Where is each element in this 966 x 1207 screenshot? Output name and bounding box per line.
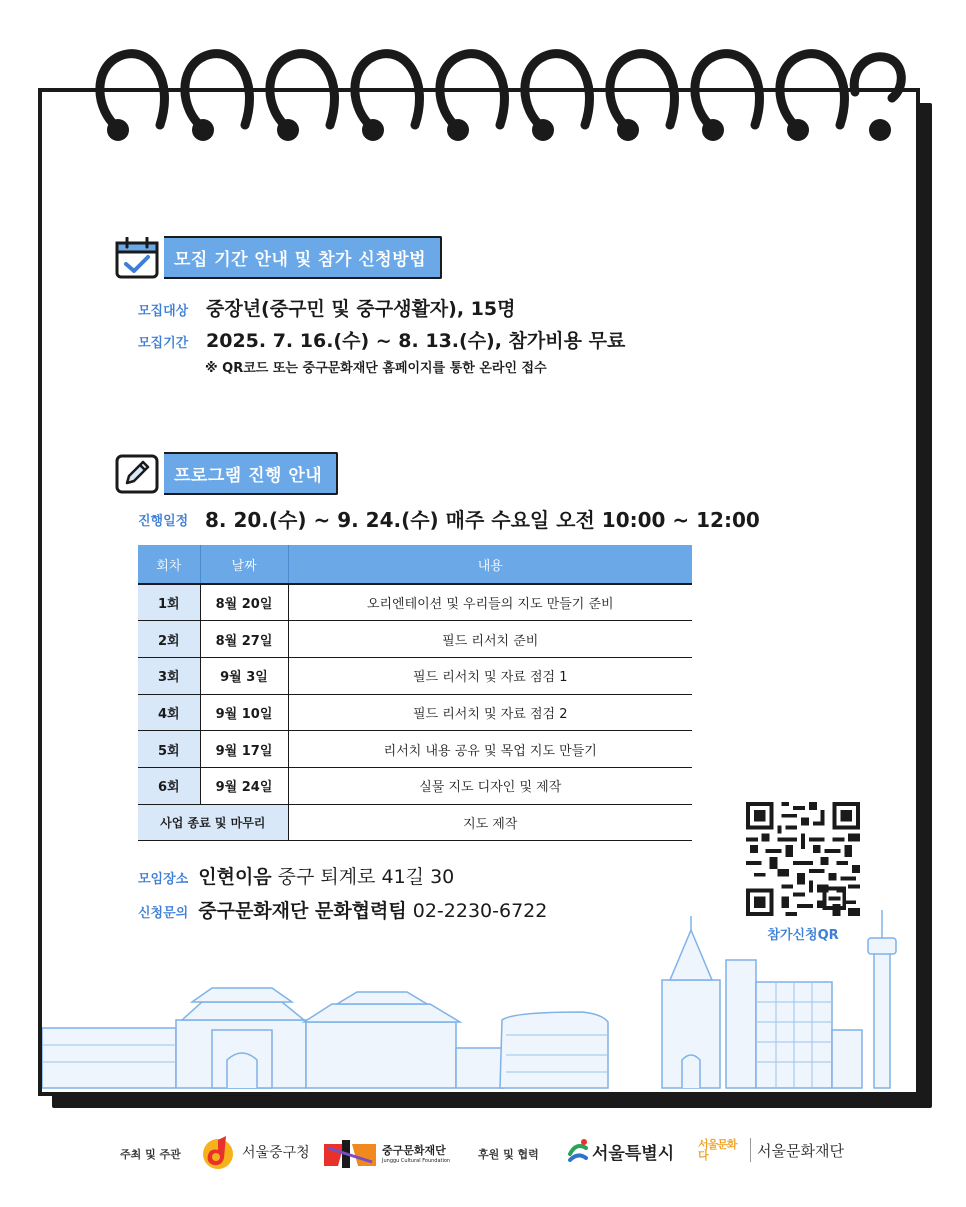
period-value: 2025. 7. 16.(수) ~ 8. 13.(수), 참가비용 무료 bbox=[206, 330, 626, 352]
target-label: 모집대상 bbox=[138, 304, 189, 319]
program-table bbox=[138, 545, 692, 841]
session-no: 3회 bbox=[138, 657, 200, 694]
final-label: 사업 종료 및 마무리 bbox=[138, 804, 288, 841]
org2-name-en: Junggu Cultural Foundation bbox=[382, 1158, 451, 1164]
table-row bbox=[138, 767, 692, 804]
session-date: 9월 17일 bbox=[200, 731, 288, 768]
venue-label: 모임장소 bbox=[138, 872, 189, 887]
session-no: 4회 bbox=[138, 694, 200, 731]
session-no: 5회 bbox=[138, 731, 200, 768]
junggu-office-emblem-icon bbox=[198, 1132, 238, 1172]
table-row-final bbox=[138, 804, 692, 841]
col-header-no: 회차 bbox=[138, 545, 200, 584]
target-row bbox=[138, 294, 515, 321]
session-date: 9월 3일 bbox=[200, 657, 288, 694]
org4-name: 서울문화재단 bbox=[757, 1141, 844, 1160]
program-section-heading bbox=[114, 452, 338, 495]
logo-divider bbox=[750, 1138, 751, 1162]
schedule-label: 진행일정 bbox=[138, 514, 189, 529]
host-label-text: 주최 및 주관 bbox=[120, 1148, 181, 1161]
col-header-date: 날짜 bbox=[200, 545, 288, 584]
table-row bbox=[138, 584, 692, 621]
session-content: 오리엔테이션 및 우리들의 지도 만들기 준비 bbox=[288, 584, 692, 621]
session-content: 실물 지도 디자인 및 제작 bbox=[288, 767, 692, 804]
session-content: 필드 리서치 및 자료 점검 2 bbox=[288, 694, 692, 731]
col-header-content: 내용 bbox=[288, 545, 692, 584]
period-label: 모집기간 bbox=[138, 336, 189, 351]
session-date: 9월 24일 bbox=[200, 767, 288, 804]
session-content: 리서치 내용 공유 및 목업 지도 만들기 bbox=[288, 731, 692, 768]
recruit-section-heading bbox=[114, 236, 442, 279]
org4-logo-mark: 서울문화다 bbox=[698, 1138, 737, 1162]
contact-label: 신청문의 bbox=[138, 906, 189, 921]
footer-logos bbox=[0, 1128, 966, 1178]
table-row bbox=[138, 694, 692, 731]
junggu-foundation-logo bbox=[324, 1138, 450, 1168]
seoul-city-emblem-icon bbox=[566, 1138, 590, 1164]
junggu-office-logo bbox=[198, 1132, 310, 1172]
table-row bbox=[138, 731, 692, 768]
schedule-value: 8. 20.(수) ~ 9. 24.(수) 매주 수요일 오전 10:00 ~ 12:00 bbox=[205, 508, 760, 532]
apply-note: ※ QR코드 또는 중구문화재단 홈페이지를 통한 온라인 접수 bbox=[205, 361, 547, 376]
program-heading-text: 프로그램 진행 안내 bbox=[164, 452, 338, 495]
venue-address: 중구 퇴계로 41길 30 bbox=[277, 866, 455, 888]
org1-name: 서울중구청 bbox=[242, 1145, 310, 1161]
session-no: 1회 bbox=[138, 584, 200, 621]
venue-row bbox=[138, 862, 454, 889]
recruit-heading-text: 모집 기간 안내 및 참가 신청방법 bbox=[164, 236, 442, 279]
seoul-city-logo bbox=[566, 1138, 674, 1164]
venue-name: 인현이음 bbox=[198, 866, 272, 888]
seoul-foundation-logo bbox=[698, 1138, 844, 1162]
junggu-foundation-emblem-icon bbox=[324, 1138, 376, 1168]
session-date: 9월 10일 bbox=[200, 694, 288, 731]
host-label bbox=[120, 1146, 181, 1162]
session-content: 필드 리서치 준비 bbox=[288, 621, 692, 658]
final-content: 지도 제작 bbox=[288, 804, 692, 841]
period-row bbox=[138, 326, 625, 353]
support-label-text: 후원 및 협력 bbox=[478, 1148, 539, 1161]
calendar-check-icon bbox=[114, 237, 160, 279]
support-label bbox=[478, 1146, 539, 1162]
session-content: 필드 리서치 및 자료 점검 1 bbox=[288, 657, 692, 694]
table-row bbox=[138, 621, 692, 658]
pencil-icon bbox=[114, 453, 160, 495]
qr-code-icon[interactable] bbox=[746, 802, 860, 916]
target-value: 중장년(중구민 및 중구생활자), 15명 bbox=[206, 298, 516, 320]
contact-name: 중구문화재단 문화협력팀 bbox=[198, 900, 407, 922]
table-header-row bbox=[138, 545, 692, 584]
contact-phone: 02-2230-6722 bbox=[412, 900, 548, 922]
session-date: 8월 20일 bbox=[200, 584, 288, 621]
qr-caption: 참가신청QR bbox=[767, 928, 839, 943]
org2-name: 중구문화재단 bbox=[382, 1144, 446, 1157]
table-row bbox=[138, 657, 692, 694]
session-no: 2회 bbox=[138, 621, 200, 658]
session-date: 8월 27일 bbox=[200, 621, 288, 658]
org3-name: 서울특별시 bbox=[592, 1143, 675, 1164]
session-no: 6회 bbox=[138, 767, 200, 804]
